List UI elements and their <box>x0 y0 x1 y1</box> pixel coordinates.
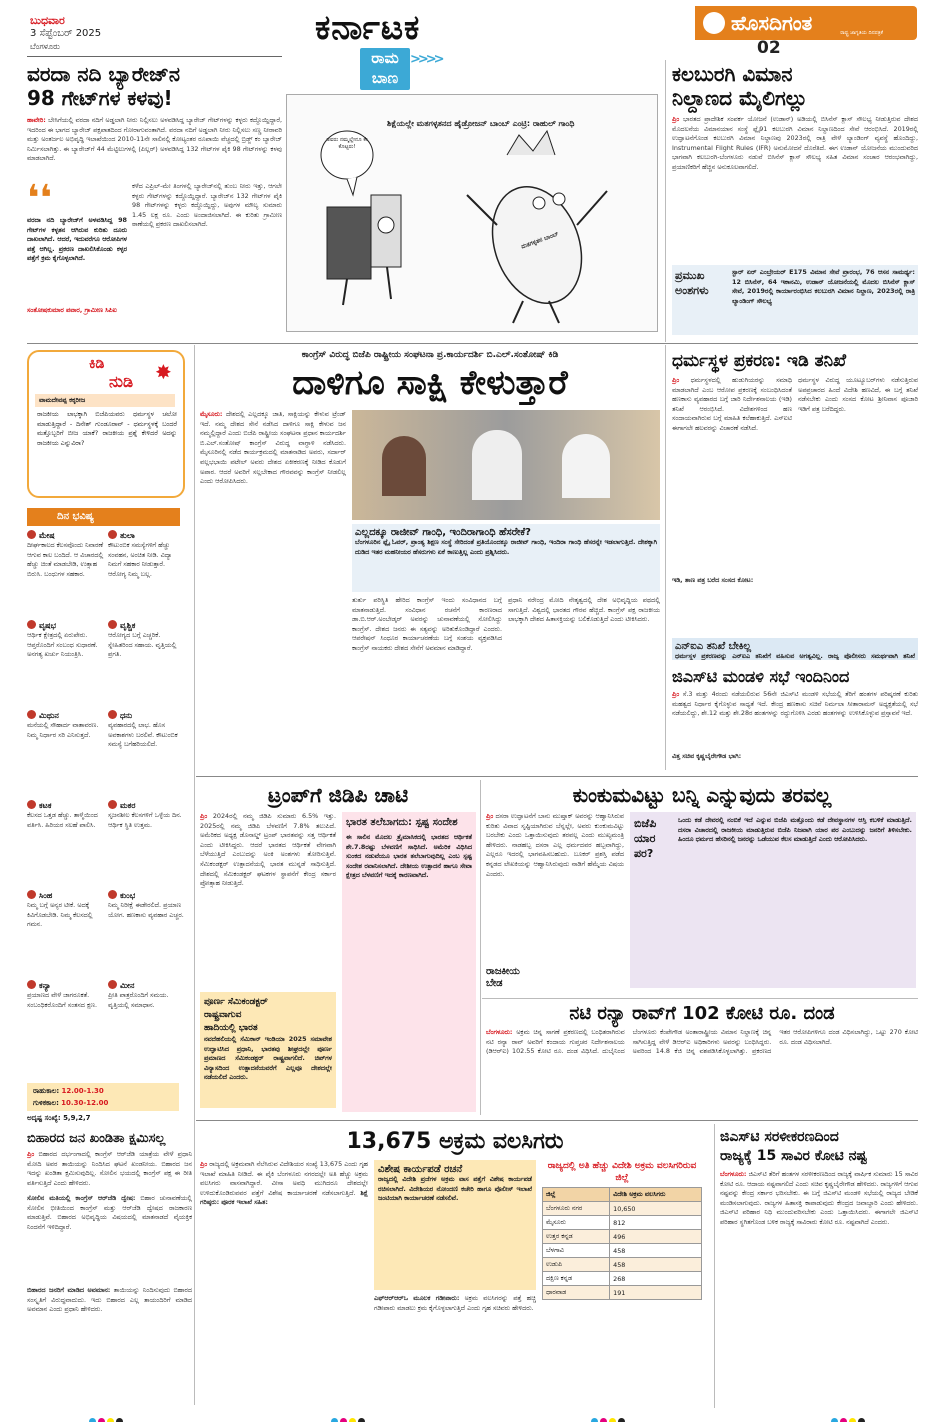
story-migrants <box>200 1128 710 1408</box>
dateline: ಬೆಂಗಳೂರು: <box>720 1170 747 1178</box>
key-points-box <box>672 265 918 335</box>
horoscope-sign-text: ಮನೆಯಲ್ಲಿ ಸೌಹಾರ್ದ ವಾತಾವರಣ. ನಿಮ್ಮ ನಿರ್ಧಾರ ಸರಿ ಎನಿಸುತ್ತದೆ. <box>27 721 99 739</box>
story-bihar <box>27 1130 192 1406</box>
table-row <box>543 1230 702 1244</box>
horoscope-sign-name <box>27 980 104 991</box>
politics-label-2: ಬೇಡ <box>486 978 503 989</box>
headline-kalaburagi-1: ಕಲಬುರಗಿ ವಿಮಾನ <box>672 62 793 86</box>
horoscope-sign-text: ನಿಮ್ಮ ಬಗ್ಗೆ ಅನ್ಯರ ಟೀಕೆ. ಅದಕ್ಕೆ ಕಿವಿಗೊಡಬೇಡಿ. ನಿಮ್ಮ ಕೆಲಸದಲ್ಲಿ ಗಮನ. <box>27 901 93 929</box>
horoscope-sign <box>108 890 185 976</box>
story-dharmasthala <box>672 350 918 660</box>
lamp-icon <box>703 12 725 34</box>
key-points-text: ಸ್ಟಾರ್ ಏರ್ ಎಂಬ್ರೇಯರ್ E175 ವಿಮಾನ ಸೇವೆ ಪ್ರಾರಂಭ, 76 ಆಸನ ಸಾಮರ್ಥ್ಯ: 12 ಬಿಸಿನೆಸ್, 64 ಇಕಾನಮಿ, ಉಡಾನ್ ಯೋಜನೆಯಲ್ಲಿ ಮೊದಲ ಬಿಸಿನೆಸ್ ಕ್ಲಾಸ್ ಸೇವೆ, 2019ರಲ್ಲಿ ಕಾರ್ಯಾರಂಭಿಸಿದ ಕಲಬುರಗಿ ವಿಮಾನ ನಿಲ್ದಾಣ, 2023ರಲ್ಲಿ ರಾತ್ರಿ ಲ್ಯಾಂಡಿಂಗ್ ಸೌಲಭ್ಯ <box>732 268 915 305</box>
subhead: ವಿತ್ತ ಸಚಿವ ಕೃಷ್ಣಬೈರೇಗೌಡ ಭಾಗಿ: <box>672 752 742 760</box>
horoscope-sign-text: ಕೆಲಸದ ಒತ್ತಡ ಹೆಚ್ಚು. ತಾಳ್ಮೆಯಿಂದ ವರ್ತಿಸಿ. ಹಿರಿಯರ ಸಲಹೆ ಪಾಲಿಸಿ. <box>27 811 98 829</box>
reg-marker: ಪ್ರಿಂ <box>486 812 494 820</box>
brand-logo <box>695 6 917 40</box>
subhead: ಎಫ್‌ಆರ್‌ಆರ್‌ಒ ಮೂಲಕ ಗಡೀಪಾರು: <box>374 1294 460 1302</box>
subhead: ಸೋಲಿನ ಮತಿಯಲ್ಲಿ ಕಾಂಗ್ರೆಸ್ ಆರ್‌ಜೆಡಿ ದ್ವೇಷ: <box>27 1194 136 1202</box>
key-points-title-2: ಅಂಶಗಳು <box>675 284 709 297</box>
politics-label-1: ರಾಜಕೀಯ <box>486 966 520 977</box>
horoscope-sign <box>27 710 104 796</box>
table-row <box>543 1258 702 1272</box>
reg-marker: ಪ್ರಿಂ <box>672 376 680 384</box>
kidi-title-1: ಕಿಡಿ <box>89 356 105 372</box>
key-points-title-1: ಪ್ರಮುಖ <box>675 269 705 282</box>
zodiac-icon <box>108 890 117 899</box>
page-number: 02 <box>757 38 781 58</box>
bjp-box <box>630 812 916 988</box>
politics-label <box>486 966 520 990</box>
table-header: ಜಿಲ್ಲೆ <box>543 1188 610 1202</box>
divider <box>27 343 918 344</box>
divider <box>196 1120 918 1121</box>
horoscope-sign <box>108 530 185 616</box>
body-text: ತಾಯಿಯನ್ನು ನಿಂದಿಸುವುದು ಬಿಹಾರದ ಸಂಸ್ಕೃತಿಗೆ ವಿರುದ್ಧವಾದುದು. ಇದು ಬಿಹಾರದ ಎಲ್ಲ ತಾಯಂದಿರಿಗೆ ಮಾಡಿದ ಅವಮಾನ ಎಂದು ಪ್ರಧಾನಿ ಹೇಳಿದರು. <box>27 1286 192 1314</box>
horoscope-sign-name <box>108 620 185 631</box>
horoscope-sign-name <box>27 890 104 901</box>
horoscope-sign-text: ನಿಮ್ಮ ನಿರೀಕ್ಷೆ ಈಡೇರಲಿದೆ. ಪ್ರಯಾಣ ಯೋಗ. ಹಣಕಾಸು ವ್ಯವಹಾರ ಎಚ್ಚರ. <box>108 901 184 919</box>
horoscope-sign-label: ಸಿಂಹ <box>39 891 53 900</box>
body-text: ಧರ್ಮಸ್ಥಳದಲ್ಲಿ ಹುಡುಗಿಯರನ್ನು ಸಮಾಧಿ ಮಾಡಲಾಗಿದೆ ಎಂಬ ಆರೋಪ ಪ್ರಕರಣಕ್ಕೆ ಸಂಬಂಧಿಸಿದಂತೆ ಹಣಕಾಸು ವ್ಯವಹಾರದ ಬಗ್ಗೆ ಜಾರಿ ನಿರ್ದೇಶನಾಲಯ (ಇಡಿ) ತನಿಖೆ ಆರಂಭಿಸಿದೆ. ವಿದೇಶಗಳಿಂದ ಹಣ ಸಂದಾಯವಾಗಿರುವ ಬಗ್ಗೆ ಮಾಹಿತಿ ಕಲೆಹಾಕುತ್ತಿದೆ. ಎಸ್‌ಐಟಿ ಈಗಾಗಲೇ ಹಲವರನ್ನು ವಿಚಾರಣೆ ನಡೆಸಿದೆ. <box>672 376 792 432</box>
story-ranya <box>486 1002 918 1114</box>
registration-marks <box>830 1410 866 1418</box>
divider <box>480 780 481 1115</box>
horoscope-sign-name <box>108 710 185 721</box>
semicon-head-2: ರಾಷ್ಟ್ರವಾಗುವ <box>204 1010 242 1020</box>
headline-ranya: ನಟಿ ರನ್ಯಾ ರಾವ್‌ಗೆ 102 ಕೋಟಿ ರೂ. ದಂಡ <box>569 1003 835 1024</box>
horoscope-sign <box>27 980 104 1066</box>
kidi-author: ವಾಮದೇವಪ್ಪ ಕಕ್ಕರೀಜ <box>35 394 175 407</box>
story-daali <box>200 350 660 770</box>
table-row <box>543 1286 702 1300</box>
table-cell: ಉತ್ತರ ಕನ್ನಡ <box>543 1230 610 1244</box>
section-title: ಕರ್ನಾಟಕ <box>315 8 421 48</box>
cartoon-panel <box>286 94 658 332</box>
body-text: ಸೆ.3 ಮತ್ತು 4ರಂದು ನಡೆಯಲಿರುವ 56ನೇ ಜಿಎಸ್‌ಟಿ ಮಂಡಳಿ ಸಭೆಯಲ್ಲಿ ತೆರಿಗೆ ಹಂತಗಳ ಪರಿಷ್ಕರಣೆ ಕುರಿತು ಮಹತ್ವದ ನಿರ್ಧಾರ ಕೈಗೊಳ್ಳುವ ಸಾಧ್ಯತೆ ಇದೆ. ಕೇಂದ್ರ ಹಣಕಾಸು ಸಚಿವೆ ನಿರ್ಮಲಾ ಸೀತಾರಾಮನ್ ಅಧ್ಯಕ್ಷತೆಯಲ್ಲಿ ಸಭೆ ನಡೆಯಲಿದ್ದು, ಶೇ.12 ಮತ್ತು ಶೇ.28ರ ಹಂತಗಳನ್ನು ರದ್ದುಗೊಳಿಸಿ ಎರಡು ಹಂತಗಳನ್ನು ಉಳಿಸಿಕೊಳ್ಳುವ ಪ್ರಸ್ತಾವನೆ ಇದೆ. <box>672 690 918 718</box>
cartoon-bomb-label: ಮತಗಳ್ಳತನ ಬಾಂಬ್ <box>520 230 560 251</box>
spark-icon: ✸ <box>155 360 172 384</box>
table-cell: ಉಡುಪಿ <box>543 1258 610 1272</box>
reg-marker: ಪ್ರಿಂ <box>200 1160 208 1168</box>
horoscope-grid <box>27 530 185 1080</box>
table-cell: ಧಾರವಾಡ <box>543 1286 610 1300</box>
zodiac-icon <box>27 710 36 719</box>
story-gst-meeting <box>672 666 918 770</box>
masthead-day: ಬುಧವಾರ <box>30 14 65 27</box>
zodiac-icon <box>27 980 36 989</box>
table-title: ರಾಜ್ಯದಲ್ಲಿ ಅತಿ ಹೆಚ್ಚು ವಿದೇಶಿ ಅಕ್ರಮ ವಲಸಿಗರಿರುವ ಜಿಲ್ಲೆ <box>547 1161 697 1183</box>
ramabana-line-2: ಬಾಣ <box>371 69 399 87</box>
zodiac-icon <box>27 800 36 809</box>
zodiac-icon <box>27 890 36 899</box>
nia-box <box>672 638 918 660</box>
masthead-date-text: 3 ಸೆಪ್ಟೆಂಬರ್ 2025 <box>30 28 102 39</box>
pullquote-author: ಸಂತೋಷಕುಮಾರ ಪವಾರ, ಗ್ರಾಮೀಣ ಸಿಪಿಐ <box>27 306 117 314</box>
table-row <box>543 1272 702 1286</box>
body-text: ಭಾರತದ ಪ್ರಾದೇಶಿಕ ಸಂಪರ್ಕ ಯೋಜನೆ (ಉಡಾನ್) ಅಡಿಯಲ್ಲಿ ಬಿಸಿನೆಸ್ ಕ್ಲಾಸ್ ಸೌಲಭ್ಯ ನೀಡುತ್ತಿರುವ ದೇಶದ ಮೊದಲನೆಯ ವಿಮಾನಯಾನ ಸಂಸ್ಥೆ ಫ್ಲೈ91 ಕಲಬುರಗಿ ವಿಮಾನ ನಿಲ್ದಾಣದಿಂದ ಸೇವೆ ಆರಂಭಿಸಿದೆ. 2019ರಲ್ಲಿ ಉದ್ಘಾಟನೆಗೊಂಡ ಕಲಬುರಗಿ ವಿಮಾನ ನಿಲ್ದಾಣವು 2023ರಲ್ಲಿ ರಾತ್ರಿ ವೇಳೆ ಲ್ಯಾಂಡಿಂಗ್ ವ್ಯವಸ್ಥೆ ಹೊಂದಿದ್ದು, Instrumental Flight Rules (IFR) ಅನುಮೋದನೆ ದೊರೆತಿದೆ. ಈಗ ಉಡಾನ್ ಯೋಜನೆಯ ಮುಂದುವರಿದ ಭಾಗವಾಗಿ ಕಲಬುರಗಿ-ಬೆಂಗಳೂರು ನಡುವೆ ಬಿಸಿನೆಸ್ ಕ್ಲಾಸ್ ಸೌಲಭ್ಯ ಸಹಿತ ವಿಮಾನ ಸಂಚಾರ ಆರಂಭವಾಗಿದ್ದು, ಪ್ರಯಾಣಿಕರಿಗೆ ಹೆಚ್ಚಿನ ಅನುಕೂಲವಾಗಲಿದೆ. <box>672 115 918 171</box>
sidebar-body: ಈ ಸಾಲಿನ ಮೊದಲ ತ್ರೈಮಾಸಿಕದಲ್ಲಿ ಭಾರತದ ಆರ್ಥಿಕತೆ ಶೇ.7.8ರಷ್ಟು ಬೆಳವಣಿಗೆ ಸಾಧಿಸಿದೆ. ಅಮೆರಿಕ ವಿಧಿಸಿದ ಸುಂಕದ ನಡುವೆಯೂ ಭಾರತ ತಲೆಬಾಗುವುದಿಲ್ಲ ಎಂಬ ಸ್ಪಷ್ಟ ಸಂದೇಶ ರವಾನಿಸಲಾಗಿದೆ. ದೇಶೀಯ ಉತ್ಪಾದನೆ ಹಾಗೂ ಸೇವಾ ಕ್ಷೇತ್ರದ ಬೆಳವಣಿಗೆ ಇದಕ್ಕೆ ಕಾರಣವಾಗಿದೆ. <box>346 833 472 880</box>
horoscope-sign-text: ಆರೋಗ್ಯದ ಬಗ್ಗೆ ಎಚ್ಚರಿಕೆ. ಸ್ನೇಹಿತರಿಂದ ಸಹಾಯ. ವೃತ್ತಿಯಲ್ಲಿ ಪ್ರಗತಿ. <box>108 631 177 659</box>
divider <box>194 345 195 1405</box>
body-text: ದೇಶದಲ್ಲಿ ಎಲ್ಲದಕ್ಕೂ ಜಾತಿ, ಸಾಕ್ಷಿಯನ್ನು ಕೇಳುವ ಟ್ರೆಂಡ್ ಇದೆ. ನಮ್ಮ ದೇಶದ ಸೇನೆ ನಡೆಸಿದ ದಾಳಿಗೂ ಸಾಕ್ಷಿ ಕೇಳುವ ಜನ ನಮ್ಮಲ್ಲಿದ್ದಾರೆ ಎಂದು ಬಿಜೆಪಿ ರಾಷ್ಟ್ರೀಯ ಸಂಘಟನಾ ಪ್ರಧಾನ ಕಾರ್ಯದರ್ಶಿ ಬಿ.ಎಲ್.ಸಂತೋಷ್ ಕಾಂಗ್ರೆಸ್ ವಿರುದ್ಧ ವಾಗ್ದಾಳಿ ನಡೆಸಿದರು. ಮೈಸೂರಿನಲ್ಲಿ ನಡೆದ ಕಾರ್ಯಕ್ರಮದಲ್ಲಿ ಮಾತನಾಡಿದ ಅವರು, ಸರ್ದಾರ್ ವಲ್ಲಭಭಾಯಿ ಪಟೇಲ್ ಅವರು ದೇಶದ ಏಕೀಕರಣಕ್ಕೆ ನೀಡಿದ ಕೊಡುಗೆ ಅಪಾರ. ಆದರೆ ಅವರಿಗೆ ಸಲ್ಲಬೇಕಾದ ಗೌರವವನ್ನು ಕಾಂಗ್ರೆಸ್ ನೀಡಲಿಲ್ಲ ಎಂದು ಆರೋಪಿಸಿದರು. <box>200 410 346 486</box>
semicon-head-1: ಪೂರ್ಣ ಸೆಮಿಕಂಡಕ್ಟರ್ <box>204 997 268 1007</box>
reg-marker: ಪ್ರಿಂ <box>672 115 680 123</box>
reg-marker: ಪ್ರಿಂ <box>672 690 680 698</box>
semicon-head-3: ಹಾದಿಯಲ್ಲಿ ಭಾರತ <box>204 1023 258 1033</box>
kidi-title-2: ನುಡಿ <box>109 372 134 391</box>
body-text: ಕಳೆದ ಎಪ್ರಿಲ್-ಮೇ ತಿಂಗಳಲ್ಲಿ ಬ್ಯಾರೇಜ್‌ನಲ್ಲಿ ತುಂಬ ನೀರು ಇತ್ತು, ಆಗಲೇ ಕಳ್ಳರು ಗೇಟ್‌ಗಳನ್ನು ಕದ್ದೊಯ್ದಿದ್ದಾರೆ. ಬ್ಯಾರೇಜ್‌ನ 132 ಗೇಟ್‌ಗಳ ಪೈಕಿ 98 ಗೇಟ್‌ಗಳನ್ನು ಕಳ್ಳರು ಕದ್ದೊಯ್ದಿದ್ದು, ಅವುಗಳ ಮೌಲ್ಯ ಸುಮಾರು 1.45 ಲಕ್ಷ ರೂ. ಎಂದು ಅಂದಾಜಿಸಲಾಗಿದೆ. ಈ ಕುರಿತು ಗ್ರಾಮೀಣ ಠಾಣೆಯಲ್ಲಿ ಪ್ರಕರಣ ದಾಖಲಿಸಲಾಗಿದೆ. <box>132 182 282 229</box>
subhead: ಪೂರಕ ಇಲಾಖೆ ಸಹಿತ: <box>221 1198 268 1207</box>
horoscope-sign-name <box>27 530 104 541</box>
horoscope-sign-label: ಕಟಕ <box>39 801 52 810</box>
headline-daali: ದಾಳಿಗೂ ಸಾಕ್ಷಿ ಕೇಳುತ್ತಾರೆ <box>292 363 568 403</box>
body-text: ಪ್ರಧಾನಿ ನರೇಂದ್ರ ಮೋದಿ ನೇತೃತ್ವದಲ್ಲಿ ದೇಶ ಅಭಿವೃದ್ಧಿಯ ಪಥದಲ್ಲಿ ಸಾಗುತ್ತಿದೆ. ವಿಶ್ವದಲ್ಲಿ ಭಾರತದ ಗೌರವ ಹೆಚ್ಚಿದೆ. ಕಾಂಗ್ರೆಸ್ ಪಕ್ಷ ರಾಜಕೀಯ ಲಾಭಕ್ಕಾಗಿ ದೇಶದ ಹಿತಾಸಕ್ತಿಯನ್ನು ಬಲಿಕೊಡುತ್ತಿದೆ ಎಂದು ಟೀಕಿಸಿದರು. <box>508 596 660 624</box>
divider <box>482 998 918 999</box>
photo-leaders <box>352 410 660 520</box>
brand-name: ಹೊಸದಿಗಂತ <box>731 11 813 35</box>
ramabana-badge <box>360 48 410 90</box>
table-cell: ದಕ್ಷಿಣ ಕನ್ನಡ <box>543 1272 610 1286</box>
kidi-nudi-box <box>27 350 185 498</box>
pullquote: ವರದಾ ನದಿ ಬ್ಯಾರೇಜ್‌ಗೆ ಅಳವಡಿಸಿದ್ದ 98 ಗೇಟ್‌ಗಳ ಕಳ್ಳತನ ಆಗಿರುವ ಕುರಿತು ದೂರು ದಾಖಲಾಗಿದೆ. ಆದರೆ, ಇದುವರೆಗೂ ಆರೋಪಿಗಳ ಪತ್ತೆ ಆಗಿಲ್ಲ. ಪ್ರಕರಣ ದಾಖಲಿಸಿಕೊಂಡು ಕಳ್ಳರ ಪತ್ತೆಗೆ ಕ್ರಮ ಕೈಗೊಳ್ಳಲಾಗಿದೆ. <box>27 216 127 263</box>
subhead-box <box>352 524 660 592</box>
horoscope-sign-name <box>108 530 185 541</box>
body-text: 2024ರಲ್ಲಿ ನಮ್ಮ ಜಿಡಿಪಿ ಸುಮಾರು 6.5% ಇತ್ತು. 2025ರಲ್ಲಿ ನಮ್ಮ ಜಿಡಿಪಿ ಬೆಳವಣಿಗೆ 7.8% ತಲುಪಿದೆ. ಅಮೆರಿಕದ ಅಧ್ಯಕ್ಷ ಡೊನಾಲ್ಡ್ ಟ್ರಂಪ್ ಭಾರತವನ್ನು ಸತ್ತ ಆರ್ಥಿಕತೆ ಎಂದು ಟೀಕಿಸಿದ್ದರು. ಆದರೆ ಭಾರತದ ಆರ್ಥಿಕತೆ ವೇಗವಾಗಿ ಬೆಳೆಯುತ್ತಿದೆ ಎಂಬುದನ್ನು ಅಂಕಿ ಅಂಶಗಳು ತೋರಿಸುತ್ತಿವೆ. ಸೆಮಿಕಂಡಕ್ಟರ್ ಉತ್ಪಾದನೆಯಲ್ಲಿ ಭಾರತ ಮುನ್ನಡೆ ಸಾಧಿಸುತ್ತಿದೆ. ದೇಶದಲ್ಲಿ ಸೆಮಿಕಂಡಕ್ಟರ್ ಘಟಕಗಳ ಸ್ಥಾಪನೆಗೆ ಕೇಂದ್ರ ಸರ್ಕಾರ ಪ್ರೋತ್ಸಾಹ ನೀಡುತ್ತಿದೆ. <box>200 812 336 888</box>
horoscope-sign-label: ಧನು <box>120 711 133 720</box>
table-row <box>543 1216 702 1230</box>
masthead-date <box>30 14 180 53</box>
body-text: ರಾಜ್ಯದಲ್ಲಿ ಅಕ್ರಮವಾಗಿ ನೆಲೆಸಿರುವ ವಿದೇಶಿಯರ ಸಂಖ್ಯೆ 13,675 ಎಂದು ಗೃಹ ಇಲಾಖೆ ಮಾಹಿತಿ ನೀಡಿದೆ. ಈ ಪೈಕಿ ಬೆಂಗಳೂರು ನಗರದಲ್ಲೇ ಅತಿ ಹೆಚ್ಚು ಅಕ್ರಮ ವಲಸಿಗರು ವಾಸವಾಗಿದ್ದಾರೆ. ವೀಸಾ ಅವಧಿ ಮುಗಿದರೂ ದೇಶದಲ್ಲೇ ಉಳಿದುಕೊಂಡಿರುವವರ ಪತ್ತೆಗೆ ವಿಶೇಷ ಕಾರ್ಯಾಚರಣೆ ನಡೆಸಲಾಗುತ್ತಿದೆ. <box>200 1160 368 1197</box>
horoscope-sign <box>108 800 185 886</box>
zodiac-icon <box>108 800 117 809</box>
table-cell: 268 <box>610 1272 702 1286</box>
headline-gst-savings-2: ರಾಜ್ಯಕ್ಕೆ 15 ಸಾವಿರ ಕೋಟಿ ನಷ್ಟ <box>720 1148 867 1164</box>
table-row <box>543 1244 702 1258</box>
horoscope-sign-name <box>27 800 104 811</box>
table-cell: 458 <box>610 1244 702 1258</box>
zodiac-icon <box>108 530 117 539</box>
headline-kumkuma: ಕುಂಕುಮವಿಟ್ಟು ಬನ್ನಿ ಎನ್ನುವುದು ತರವಲ್ಲ <box>572 783 832 807</box>
horoscope-sign-text: ಪ್ರಯಾಣದ ವೇಳೆ ಜಾಗರೂಕತೆ. ಸಂಬಂಧಿಕರೊಂದಿಗೆ ಸಂತಸದ ಕ್ಷಣ. <box>27 991 97 1009</box>
horoscope-sign-name <box>108 890 185 901</box>
horoscope-sign-text: ವ್ಯವಹಾರದಲ್ಲಿ ಲಾಭ. ಹೊಸ ಅವಕಾಶಗಳು ಬರಲಿವೆ. ಕೌಟುಂಬಿಕ ಸಮಸ್ಯೆ ಬಗೆಹರಿಯಲಿದೆ. <box>108 721 178 749</box>
subhead-body: ಬೆಂಗಳೂರಿನ ಫ್ಲೈ ಓವರ್, ಪ್ರಾಂತ್ಯ ಶಿಕ್ಷಣ ಸಂಸ್ಥೆ ಸೇರಿದಂತೆ ಪ್ರತಿಯೊಂದಕ್ಕೂ ರಾಜೀವ್ ಗಾಂಧಿ, ಇಂದಿರಾ ಗಾಂಧಿ ಹೆಸರನ್ನೇ ಇಡಲಾಗುತ್ತಿದೆ. ದೇಶಕ್ಕಾಗಿ ದುಡಿದ ಇತರ ಮಹನೀಯರ ಹೆಸರುಗಳು ಏಕೆ ಕಾಣುತ್ತಿಲ್ಲ ಎಂದು ಪ್ರಶ್ನಿಸಿದರು. <box>355 538 657 556</box>
divider <box>27 56 282 57</box>
masthead-city: ಬೆಂಗಳೂರು <box>30 42 60 51</box>
rahukala-value: 12.00-1.30 <box>61 1087 104 1095</box>
zodiac-icon <box>27 620 36 629</box>
gulika-label: ಗುಳಿಕಕಾಲ: <box>33 1099 59 1107</box>
bjp-title-2: ಯಾರ <box>634 832 656 845</box>
brand-tagline: ರಾಷ್ಟ್ರ ಜಾಗೃತಿಯ ದಿನಪತ್ರಿಕೆ <box>840 30 883 36</box>
headline-gst-meeting: ಜಿಎಸ್‌ಟಿ ಮಂಡಳಿ ಸಭೆ ಇಂದಿನಿಂದ <box>672 667 850 686</box>
zodiac-icon <box>108 980 117 989</box>
sidebar-title: ಭಾರತ ತಲೆಬಾಗದು: ಸ್ಪಷ್ಟ ಸಂದೇಶ <box>346 817 458 828</box>
registration-marks <box>590 1410 626 1418</box>
horoscope-sign-text: ಪ್ರೀತಿ ಪಾತ್ರರೊಂದಿಗೆ ಸಮಯ. ವೃತ್ತಿಯಲ್ಲಿ ಸಮಾಧಾನ. <box>108 991 169 1009</box>
headline-migrants: 13,675 ಅಕ್ರಮ ವಲಸಿಗರು <box>346 1129 564 1154</box>
headline-kalaburagi-2: ನಿಲ್ದಾಣದ ಮೈಲಿಗಲ್ಲು <box>672 86 808 110</box>
zodiac-icon <box>108 620 117 629</box>
story-varada <box>27 62 282 332</box>
quote-icon: ❛❛ <box>27 178 52 219</box>
story-gst-savings <box>720 1128 918 1408</box>
cartoon-caption: ಶಿಕ್ಷೆಯಲ್ಲೇ ಮತಗಳ್ಳತನದ ಹೈಡ್ರೋಜನ್ ಬಾಂಬ್ ಎಂಟ್ರಿ: ರಾಹುಲ್ ಗಾಂಧಿ <box>387 119 575 128</box>
divider <box>665 60 666 342</box>
horoscope-sign-label: ಕುಂಭ <box>120 891 136 900</box>
semicon-body: ನವದೆಹಲಿಯಲ್ಲಿ ಸೆಮಿಕಾನ್ ಇಂಡಿಯಾ 2025 ಸಮಾವೇಶ ಉದ್ಘಾಟಿಸಿದ ಪ್ರಧಾನಿ, ಭಾರತವು ಶೀಘ್ರದಲ್ಲೇ ಪೂರ್ಣ ಪ್ರಮಾಣದ ಸೆಮಿಕಂಡಕ್ಟರ್ ರಾಷ್ಟ್ರವಾಗಲಿದೆ. ಚಿಪ್‌ಗಳ ವಿನ್ಯಾಸದಿಂದ ಉತ್ಪಾದನೆಯವರೆಗೆ ಎಲ್ಲವೂ ದೇಶದಲ್ಲೇ ನಡೆಯಲಿದೆ ಎಂದರು. <box>204 1035 332 1082</box>
horoscope-sign <box>27 620 104 706</box>
divider <box>714 1124 715 1408</box>
headline-bihar: ಬಿಹಾರದ ಜನ ಖಂಡಿತಾ ಕ್ಷಮಿಸಲ್ಲ <box>27 1131 166 1146</box>
headline-gst-savings-1: ಜಿಎಸ್‌ಟಿ ಸರಳೀಕರಣದಿಂದ <box>720 1129 839 1145</box>
horoscope-sign-name <box>108 980 185 991</box>
timings-box <box>27 1083 179 1111</box>
nia-body: ಧರ್ಮಸ್ಥಳ ಪ್ರಕರಣವನ್ನು ಎನ್‌ಐಎ ತನಿಖೆಗೆ ವಹಿಸುವ ಅಗತ್ಯವಿಲ್ಲ. ರಾಜ್ಯ ಪೊಲೀಸರು ಸಮರ್ಥವಾಗಿ ತನಿಖೆ <box>675 652 915 660</box>
body-text: ಬಿಹಾರದ ದರ್ಭಂಗಾದಲ್ಲಿ ಕಾಂಗ್ರೆಸ್ ಆರ್‌ಜೆಡಿ ಯಾತ್ರೆಯ ವೇಳೆ ಪ್ರಧಾನಿ ಮೋದಿ ಅವರ ತಾಯಿಯನ್ನು ನಿಂದಿಸಿದ ಘಟನೆ ಖಂಡನೀಯ. ಬಿಹಾರದ ಜನ ಇದನ್ನು ಖಂಡಿತಾ ಕ್ಷಮಿಸುವುದಿಲ್ಲ. ಸೋಲಿನ ಭಯದಲ್ಲಿ ಕಾಂಗ್ರೆಸ್ ಪಕ್ಷ ಈ ರೀತಿ ವರ್ತಿಸುತ್ತಿದೆ ಎಂದು ಹೇಳಿದರು. <box>27 1150 192 1187</box>
horoscope-sign-name <box>27 620 104 631</box>
table-cell: 458 <box>610 1258 702 1272</box>
person-photo <box>562 434 610 498</box>
table-header: ವಿದೇಶಿ ಅಕ್ರಮ ವಲಸಿಗರು <box>610 1188 702 1202</box>
horoscope-sign-label: ಮಕರ <box>120 801 136 810</box>
registration-marks <box>88 1410 124 1418</box>
reg-marker: ಪ್ರಿಂ <box>200 812 208 820</box>
horoscope-sign-label: ವೃಷಭ <box>39 621 56 630</box>
nia-head: ಎನ್‌ಐಎ ತನಿಖೆ ಬೇಕಿಲ್ಲ <box>675 641 752 652</box>
dateline: ಹಾವೇರಿ: <box>27 116 46 124</box>
body-text: ಜಿಎಸ್‌ಟಿ ತೆರಿಗೆ ಹಂತಗಳ ಸರಳೀಕರಣದಿಂದ ರಾಜ್ಯಕ್ಕೆ ವಾರ್ಷಿಕ ಸುಮಾರು 15 ಸಾವಿರ ಕೋಟಿ ರೂ. ಆದಾಯ ನಷ್ಟವಾಗಲಿದೆ ಎಂದು ಸಚಿವ ಕೃಷ್ಣಬೈರೇಗೌಡ ಹೇಳಿದರು. ರಾಜ್ಯಗಳಿಗೆ ಆಗುವ ನಷ್ಟವನ್ನು ಕೇಂದ್ರ ಸರ್ಕಾರ ಭರಿಸಬೇಕು. ಈ ಬಗ್ಗೆ ಜಿಎಸ್‌ಟಿ ಮಂಡಳಿ ಸಭೆಯಲ್ಲಿ ರಾಜ್ಯದ ಬೇಡಿಕೆ ಮಂಡಿಸಲಾಗುವುದು. ರಾಜ್ಯಗಳ ಹಿತಾಸಕ್ತಿ ಕಾಪಾಡುವುದು ಕೇಂದ್ರದ ಜವಾಬ್ದಾರಿ ಎಂದು ಹೇಳಿದರು. ಜಿಎಸ್‌ಟಿ ಪರಿಹಾರ ನಿಧಿ ಮುಂದುವರಿಸಬೇಕು ಎಂದು ಒತ್ತಾಯಿಸಿದರು. ಈಗಾಗಲೇ ಜಿಎಸ್‌ಟಿ ಪರಿಹಾರ ಸ್ಥಗಿತಗೊಂಡ ಬಳಿಕ ರಾಜ್ಯಕ್ಕೆ ಸಾವಿರಾರು ಕೋಟಿ ರೂ. ನಷ್ಟವಾಗಿದೆ ಎಂದರು. <box>720 1170 918 1226</box>
cartoon-bubble-text: ಅವರು ನಮ್ಮಲ್ಲೇನೂ ಕೇ ಕೊಟ್ಟರು! <box>326 137 368 150</box>
task-force-body: ರಾಜ್ಯದಲ್ಲಿ ವಿದೇಶಿ ಪ್ರಜೆಗಳ ಅಕ್ರಮ ವಾಸ ಪತ್ತೆಗೆ ವಿಶೇಷ ಕಾರ್ಯಪಡೆ ರಚಿಸಲಾಗಿದೆ. ವಿದೇಶಿಯರ ನೋಂದಣಿ ಕಚೇರಿ ಹಾಗೂ ಪೊಲೀಸ್ ಇಲಾಖೆ ಜಂಟಿಯಾಗಿ ಕಾರ್ಯಾಚರಣೆ ನಡೆಸಲಿವೆ. <box>378 1175 532 1203</box>
horoscope-sign-name <box>27 710 104 721</box>
lucky-label: ಅದೃಷ್ಟ ಸಂಖ್ಯೆ: <box>27 1114 61 1122</box>
body-text: ಅಕ್ರಮ ಚಿನ್ನ ಸಾಗಣೆ ಪ್ರಕರಣದಲ್ಲಿ ಬಂಧಿತರಾಗಿರುವ ನಟಿ ರನ್ಯಾ ರಾವ್ ಅವರಿಗೆ ಕಂದಾಯ ಗುಪ್ತಚರ ನಿರ್ದೇಶನಾಲಯ (ಡಿಆರ್‌ಐ) 102.55 ಕೋಟಿ ರೂ. ದಂಡ ವಿಧಿಸಿದೆ. ದುಬೈನಿಂದ ಬೆಂಗಳೂರು ಕೆಂಪೇಗೌಡ ಅಂತಾರಾಷ್ಟ್ರೀಯ ವಿಮಾನ ನಿಲ್ದಾಣಕ್ಕೆ ಚಿನ್ನ ಸಾಗಿಸುತ್ತಿದ್ದ ವೇಳೆ ಡಿಆರ್‌ಐ ಅಧಿಕಾರಿಗಳು ಅವರನ್ನು ಬಂಧಿಸಿದ್ದರು. ಅವರಿಂದ 14.8 ಕೆಜಿ ಚಿನ್ನ ವಶಪಡಿಸಿಕೊಳ್ಳಲಾಗಿತ್ತು. ಪ್ರಕರಣದ ಇತರ ಆರೋಪಿಗಳಿಗೂ ದಂಡ ವಿಧಿಸಲಾಗಿದ್ದು, ಒಟ್ಟು 270 ಕೋಟಿ ರೂ. ದಂಡ ವಿಧಿಸಲಾಗಿದೆ. <box>486 1028 918 1056</box>
body-text: ತುರ್ತು ಪರಿಸ್ಥಿತಿ ಹೇರಿದ ಕಾಂಗ್ರೆಸ್ ಇಂದು ಸಂವಿಧಾನದ ಬಗ್ಗೆ ಮಾತನಾಡುತ್ತಿದೆ. ಸಂವಿಧಾನ ರಚನೆಗೆ ಕಾರಣರಾದ ಡಾ.ಬಿ.ಆರ್.ಅಂಬೇಡ್ಕರ್ ಅವರನ್ನು ಚುನಾವಣೆಯಲ್ಲಿ ಸೋಲಿಸಿದ್ದು ಕಾಂಗ್ರೆಸ್. ದೇಶದ ಜನರು ಈ ಸತ್ಯವನ್ನು ಅರಿತುಕೊಂಡಿದ್ದಾರೆ ಎಂದರು. ಆಪರೇಷನ್ ಸಿಂಧೂರ ಕಾರ್ಯಾಚರಣೆಯ ಬಗ್ಗೆ ಸಂಶಯ ವ್ಯಕ್ತಪಡಿಸಿದ ಕಾಂಗ್ರೆಸ್ ನಾಯಕರು ದೇಶದ ಸೇನೆಗೆ ಅವಮಾನ ಮಾಡಿದ್ದಾರೆ. <box>352 596 502 652</box>
table-cell: 191 <box>610 1286 702 1300</box>
table-cell: ಬೆಂಗಳೂರು ನಗರ <box>543 1202 610 1216</box>
body-text: ಅಕ್ರಮ ವಲಸಿಗರನ್ನು ಪತ್ತೆ ಹಚ್ಚಿ ಗಡೀಪಾರು ಮಾಡಲು ಕ್ರಮ ಕೈಗೊಳ್ಳಲಾಗುತ್ತಿದೆ ಎಂದು ಗೃಹ ಸಚಿವರು ಹೇಳಿದರು. <box>374 1294 536 1312</box>
reg-marker: ಪ್ರಿಂ <box>27 1150 35 1158</box>
gulika-value: 10.30-12.00 <box>61 1099 109 1107</box>
ramabana-line-1: ರಾಮ <box>371 49 399 67</box>
subhead-daali: ಎಲ್ಲದಕ್ಕೂ ರಾಜೀವ್ ಗಾಂಧಿ, ಇಂದಿರಾಗಾಂಧಿ ಹೆಸರೇಕೆ? <box>355 527 531 538</box>
horoscope-sign-label: ಮಿಥುನ <box>39 711 59 720</box>
horoscope-sign-text: ದೀರ್ಘಕಾಲದ ಕೆಲಸವೊಂದು ನಿವಾರಣೆ ಆಗುವ ಕಾಲ ಬಂದಿದೆ. ಆ ವಿಚಾರದಲ್ಲಿ ಹೆಚ್ಚು ಚಿಂತೆ ಮಾಡಬೇಡಿ, ಉತ್ಸಾಹ ಬಿರುಸಿ. ಬಂಧುಗಳ ಸಹಕಾರ. <box>27 541 104 578</box>
horoscope-sign-label: ಮೀನ <box>120 981 135 990</box>
body-text: ಬೇಸಿಗೆಯಲ್ಲಿ ವರದಾ ನದಿಗೆ ಅಡ್ಡಲಾಗಿ ನೀರು ನಿಲ್ಲಿಸಲು ಅಳವಡಿಸಿದ್ದ ಬ್ಯಾರೇಜ್ ಗೇಟ್‌ಗಳನ್ನು ಕಳ್ಳರು ಕದ್ದೊಯ್ದಿದ್ದಾರೆ, ಇದರಿಂದ ಈ ಭಾಗದ ಬ್ಯಾರೇಜ್ ಪಕ್ಷಪಾತದಿಂದ ಗೋರಾಗುವಂತಾಗಿದೆ. ವರದಾ ನದಿಗೆ ಅಡ್ಡಲಾಗಿ ನೀರು ನಿಲ್ಲಿಸಲು ಸಣ್ಣ ನೀರಾವರಿ ಮತ್ತು ಅಂತರ್ಜಲ ಅಭಿವೃದ್ಧಿ ಇಲಾಖೆಯಿಂದ 2010-11ನೇ ಸಾಲಿನಲ್ಲಿ ಕೋಟ್ಯಂತರ ರೂಪಾಯಿ ವೆಚ್ಚದಲ್ಲಿ ಬ್ರಿಡ್ಜ್ ಕಂ ಬ್ಯಾರೇಜ್ ನಿರ್ಮಿಸಲಾಗಿತ್ತು. ಈ ಬ್ಯಾರೇಜ್‌ಗೆ 44 ಮೆಟ್ಟಿಲುಗಳಲ್ಲಿ (ಪಿಲ್ಲರ್) ಅಳವಡಿಸಿದ್ದ 132 ಗೇಟ್‌ಗಳ ಪೈಕಿ 98 ಗೇಟ್‌ಗಳನ್ನು ಕಳವು ಮಾಡಲಾಗಿದೆ. <box>27 116 282 163</box>
table-cell: ಬೆಳಗಾವಿ <box>543 1244 610 1258</box>
task-force-box <box>374 1160 536 1290</box>
dateline: ಬೆಂಗಳೂರು: <box>486 1028 513 1036</box>
horoscope-sign-text: ಆರ್ಥಿಕ ಕ್ಷೇತ್ರದಲ್ಲಿ ಏರುಪೇರು. ಆಪ್ತರೊಂದಿಗೆ ಸಂಬಂಧ ಸುಧಾರಣೆ. ಅನಗತ್ಯ ಖರ್ಚು ನಿಯಂತ್ರಿಸಿ. <box>27 631 98 659</box>
body-text: ದಸರಾ ಉದ್ಘಾಟನೆಗೆ ಬಾನು ಮುಷ್ತಾಕ್ ಅವರನ್ನು ಆಹ್ವಾನಿಸಿರುವ ಕುರಿತು ವಿವಾದ ಸೃಷ್ಟಿಯಾಗಿರುವ ಬೆನ್ನಲ್ಲೇ, ಅವರು ಕುಂಕುಮವಿಟ್ಟು ಬರಬೇಕು ಎಂದು ಒತ್ತಾಯಿಸುವುದು ತರವಲ್ಲ ಎಂದು ಮುಖ್ಯಮಂತ್ರಿ ಹೇಳಿದರು. ನಾಡಹಬ್ಬ ದಸರಾ ಎಲ್ಲ ಧರ್ಮದವರ ಹಬ್ಬವಾಗಿದ್ದು, ಎಲ್ಲರೂ ಇದರಲ್ಲಿ ಭಾಗವಹಿಸಬಹುದು. ಬೂಕರ್ ಪ್ರಶಸ್ತಿ ಪಡೆದ ಕನ್ನಡದ ಲೇಖಕಿಯನ್ನು ಆಹ್ವಾನಿಸಿರುವುದು ನಾಡಿಗೆ ಹೆಮ್ಮೆಯ ವಿಷಯ ಎಂದರು. <box>486 812 624 878</box>
kicker-daali: ಕಾಂಗ್ರೆಸ್ ವಿರುದ್ಧ ಬಿಜೆಪಿ ರಾಷ್ಟ್ರೀಯ ಸಂಘಟನಾ ಪ್ರ.ಕಾರ್ಯದರ್ಶಿ ಬಿ.ಎಲ್.ಸಂತೋಷ್ ಕಿಡಿ <box>301 350 559 360</box>
zodiac-icon <box>108 710 117 719</box>
horoscope-sign-label: ಮೇಷ <box>39 531 55 540</box>
headline-varada-2: 98 ಗೇಟ್‌ಗಳ ಕಳವು! <box>27 86 173 110</box>
horoscope-sign-label: ವೃಶ್ಚಿಕ <box>120 621 136 630</box>
rahukala-label: ರಾಹುಕಾಲ: <box>33 1087 60 1095</box>
story-trump <box>200 782 476 1112</box>
headline-dharmasthala: ಧರ್ಮಸ್ಥಳ ಪ್ರಕರಣ: ಇಡಿ ತನಿಖೆ <box>672 351 847 371</box>
subhead: ಇಡಿ, ತಾಣ ಪತ್ರ ಬರೆದ ಸಂಸದ ಕೋಟ: <box>672 576 754 584</box>
lucky-number <box>27 1114 179 1123</box>
story-kalaburagi <box>672 62 918 337</box>
headline-trump: ಟ್ರಂಪ್‌ಗೆ ಜಿಡಿಪಿ ಚಾಟಿ <box>267 783 409 807</box>
horoscope-sign <box>108 710 185 796</box>
subhead: ಶಿಕ್ಷೆ ಗರಿಷ್ಠರು: <box>200 1188 368 1207</box>
table-cell: 496 <box>610 1230 702 1244</box>
zodiac-icon <box>27 530 36 539</box>
bjp-title-3: ಪರ? <box>634 847 654 860</box>
horoscope-sign <box>108 620 185 706</box>
registration-marks <box>330 1410 366 1418</box>
arrows-icon: >>>> <box>410 52 442 66</box>
sidebar-box <box>342 812 476 1112</box>
story-kumkuma <box>486 782 918 996</box>
horoscope-title: ದಿನ ಭವಿಷ್ಯ <box>27 508 180 526</box>
migrants-table <box>542 1187 702 1300</box>
horoscope-sign-text: ಸೃಜನಶೀಲ ಕೆಲಸಗಳಿಗೆ ಒಳ್ಳೆಯ ದಿನ. ಆರ್ಥಿಕ ಸ್ಥಿತಿ ಉತ್ತಮ. <box>108 811 182 829</box>
dateline: ಮೈಸೂರು: <box>200 410 223 418</box>
kidi-text: ರಾಜಕೀಯ ಲಾಭಕ್ಕಾಗಿ ಬಿಜೆಪಿಯವರು ಧರ್ಮಸ್ಥಳ ಚಲೋ ಮಾಡುತ್ತಿದ್ದಾರೆ - ದಿನೇಶ್ ಗುಂಡೂರಾವ್ - ಧರ್ಮಸ್ಥಳಕ್ಕೆ ಬಂದರೆ ಮತ್ತೊಬ್ಬರಿಗೆ ಬೀಜ ಯಾಕೆ? ರಾಜಕೀಯ ಪ್ರಶ್ನೆ ಕೇಳಿದರೆ ಅದನ್ನು ರಾಜಕೀಯ ಎನ್ನುವಿರಾ? <box>37 410 177 447</box>
lucky-value: 5,9,2,7 <box>63 1114 91 1122</box>
bjp-body: ಒಂದು ಕಡೆ ದೇವರಲ್ಲಿ ನಂಬಿಕೆ ಇದೆ ಎನ್ನುವ ಬಿಜೆಪಿ ಮತ್ತೊಂದು ಕಡೆ ದೇವಸ್ಥಾನಗಳ ಆಸ್ತಿ ಕಬಳಿಕೆ ಮಾಡುತ್ತಿದೆ. ದಸರಾ ವಿಚಾರದಲ್ಲಿ ರಾಜಕೀಯ ಮಾಡುತ್ತಿರುವ ಬಿಜೆಪಿ ನಿಜವಾಗಿ ಯಾರ ಪರ ಎಂಬುದನ್ನು ಜನರಿಗೆ ತಿಳಿಸಬೇಕು. ಹಿಂದೂ ಧರ್ಮದ ಹೆಸರಿನಲ್ಲಿ ಜನರನ್ನು ಒಡೆಯುವ ಕೆಲಸ ಮಾಡುತ್ತಿದೆ ಎಂದು ಆರೋಪಿಸಿದರು. <box>678 816 912 844</box>
horoscope-sign <box>27 800 104 886</box>
table-cell: 10,650 <box>610 1202 702 1216</box>
subhead: ಬಿಹಾರದ ಜನರಿಗೆ ಮಾಡಿದ ಅವಮಾನ: <box>27 1286 111 1294</box>
person-photo <box>472 430 522 500</box>
bjp-title-1: ಬಿಜೆಪಿ <box>634 817 657 830</box>
horoscope-sign-text: ಕೌಟುಂಬಿಕ ಸಮಸ್ಯೆಗಳಿಗೆ ಹೆಚ್ಚು ಸಂವಹನ, ಅಂಚಿತ ನೀಡಿ. ವಿದ್ಯಾ ನಿಮಗೆ ಸಹಕಾರ ನೀಡುತ್ತಾರೆ. ಆರೋಗ್ಯ ನಿಮ್ಮ ಬಲ್ಲ. <box>108 541 172 578</box>
horoscope-sign-label: ಕನ್ಯಾ <box>39 981 51 990</box>
headline-varada-1: ವರದಾ ನದಿ ಬ್ಯಾರೇಜ್‌ನ <box>27 62 181 86</box>
cartoon-illustration <box>287 95 658 332</box>
divider <box>196 776 918 777</box>
table-cell: 812 <box>610 1216 702 1230</box>
person-photo <box>382 436 426 496</box>
horoscope-sign-label: ತುಲಾ <box>120 531 135 540</box>
table-cell: ಮೈಸೂರು <box>543 1216 610 1230</box>
horoscope-sign <box>27 530 104 616</box>
divider <box>665 345 666 770</box>
task-force-title: ವಿಶೇಷ ಕಾರ್ಯಪಡೆ ರಚನೆ <box>378 1164 463 1175</box>
body-text: ಬಿಹಾರ ಚುನಾವಣೆಯಲ್ಲಿ ಸೋಲಿನ ಭೀತಿಯಿಂದ ಕಾಂಗ್ರೆಸ್ ಮತ್ತು ಆರ್‌ಜೆಡಿ ದ್ವೇಷದ ರಾಜಕಾರಣ ಮಾಡುತ್ತಿವೆ. ಬಿಹಾರದ ಅಭಿವೃದ್ಧಿಯ ವಿಷಯದಲ್ಲಿ ಮಾತನಾಡದೆ ವೈಯಕ್ತಿಕ ನಿಂದನೆಗೆ ಇಳಿದಿದ್ದಾರೆ. <box>27 1194 192 1231</box>
table-row <box>543 1202 702 1216</box>
body-text: ಧರ್ಮಸ್ಥಳ ವಿರುದ್ಧ ಯೂಟ್ಯೂಬರ್‌ಗಳು ನಡೆಸುತ್ತಿರುವ ಅಪಪ್ರಚಾರದ ಹಿಂದೆ ವಿದೇಶಿ ಹಣವಿದೆ, ಈ ಬಗ್ಗೆ ತನಿಖೆ ನಡೆಸಬೇಕು ಎಂದು ಸಂಸದ ಕೋಟ ಶ್ರೀನಿವಾಸ ಪೂಜಾರಿ ಇಡಿಗೆ ಪತ್ರ ಬರೆದಿದ್ದರು. <box>798 376 918 413</box>
horoscope-sign-name <box>108 800 185 811</box>
horoscope-sign <box>108 980 185 1066</box>
semicon-box <box>200 992 336 1108</box>
horoscope-sign <box>27 890 104 976</box>
